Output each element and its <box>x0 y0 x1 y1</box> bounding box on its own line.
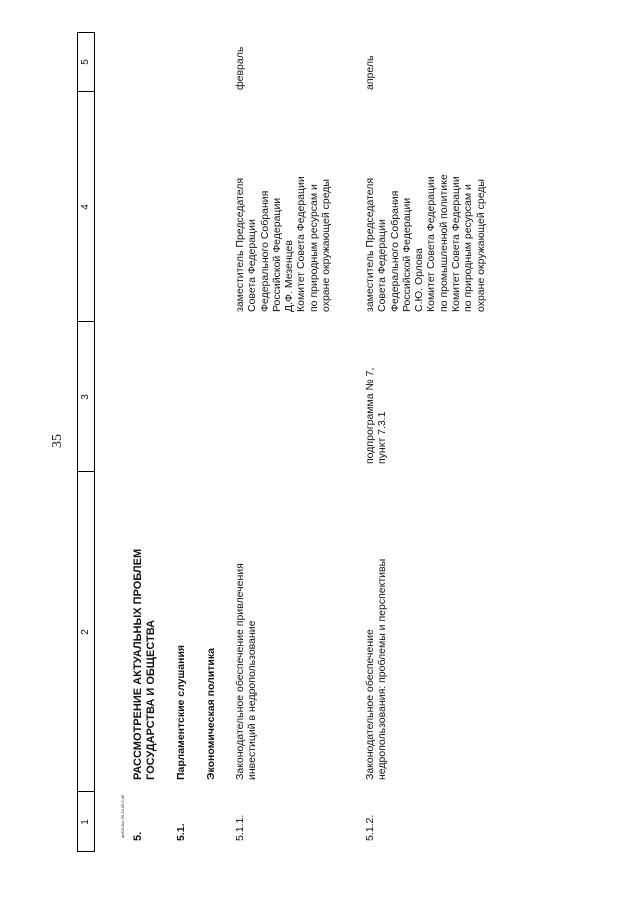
row-title: Законодательное обеспечение недропользования: проблемы и перспективы <box>364 558 389 780</box>
row-deadline: февраль <box>234 46 246 90</box>
row-responsible: заместитель Председателя Совета Федерации Федерального Собрания Российской Федерации Д.Ф. Мезенцев Комитет Совета Федерации по природным ресурсам и охране окружающей среды <box>234 176 333 312</box>
column-number-1: 1 <box>80 819 91 825</box>
row-deadline: апрель <box>364 55 376 90</box>
category-title: Экономическая политика <box>205 648 217 780</box>
page-number: 35 <box>50 434 65 448</box>
column-number-4: 4 <box>80 204 91 210</box>
column-number-3: 3 <box>80 394 91 400</box>
row-basis: подпрограмма № 7, пункт 7.3.1 <box>364 367 389 464</box>
row-responsible: заместитель Председателя Совета Федерации Федерального Собрания Российской Федерации С.Ю. Орлова Комитет Совета Федерации по промышленной политике Комитет Совета Федерации по природным ресурсам и охране окружающей среды <box>364 174 487 312</box>
footer-file-note: do/03.doc 29.12.05 6:45 <box>120 794 125 838</box>
section-title: РАССМОТРЕНИЕ АКТУАЛЬНЫХ ПРОБЛЕМ ГОСУДАРСТВА И ОБЩЕСТВА <box>132 548 157 780</box>
row-number: 5.1.1. <box>234 814 246 841</box>
section-number: 5. <box>132 831 144 841</box>
subsection-title: Парламентские слушания <box>175 644 187 780</box>
column-number-5: 5 <box>80 59 91 65</box>
subsection-number: 5.1. <box>175 823 187 841</box>
row-title: Законодательное обеспечение привлечения инвестиций в недропользование <box>234 563 259 780</box>
rotated-plan-table <box>77 32 557 852</box>
row-number: 5.1.2. <box>364 814 376 841</box>
column-number-2: 2 <box>80 629 91 635</box>
